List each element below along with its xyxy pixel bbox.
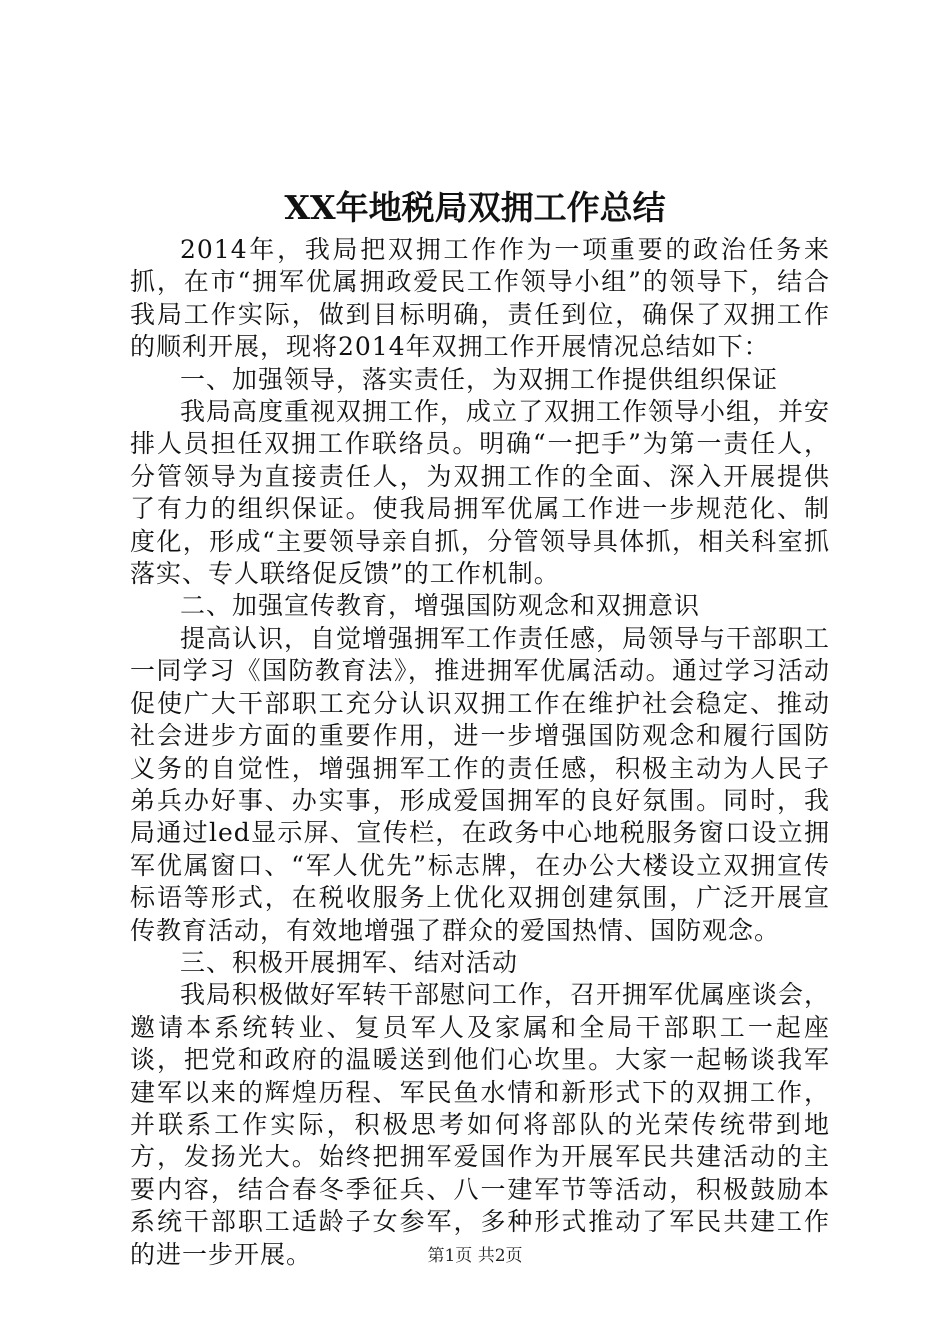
document-title: XX年地税局双拥工作总结 [284,188,666,227]
section-heading-2: 二、加强宣传教育，增强国防观念和双拥意识 [180,591,701,621]
document-body [130,234,830,1271]
paragraph-section-3: 我局积极做好军转干部慰问工作，召开拥军优属座谈会，邀请本系统转业、复员军人及家属和全局干部职工一起座谈，把党和政府的温暖送到他们心坎里。大家一起畅谈我军建军以来的辉煌历程、军民鱼水情和新形式下的双拥工作，并联系工作实际，积极思考如何将部队的光荣传统带到地方，发扬光大。始终把拥军爱国作为开展军民共建活动的主要内容，结合春冬季征兵、八一建军节等活动，积极鼓励本系统干部职工适龄子女参军，多种形式推动了军民共建工作的进一步开展。 [130,980,831,1269]
section-heading-1: 一、加强领导，落实责任，为双拥工作提供组织保证 [180,364,779,394]
paragraph-intro: 2014年，我局把双拥工作作为一项重要的政治任务来抓，在市“拥军优属拥政爱民工作领导小组”的领导下，结合我局工作实际，做到目标明确，责任到位，确保了双拥工作的顺利开展，现将2014年双拥工作开展情况总结如下： [130,235,830,362]
page-number-footer: 第1页 共2页 [427,1246,523,1266]
paragraph-section-2: 提高认识，自觉增强拥军工作责任感，局领导与干部职工一同学习《国防教育法》，推进拥军优属活动。通过学习活动促使广大干部职工充分认识双拥工作在维护社会稳定、推动社会进步方面的重要作用，进一步增强国防观念和履行国防义务的自觉性，增强拥军工作的责任感，积极主动为人民子弟兵办好事、办实事，形成爱国拥军的良好氛围。同时，我局通过led显示屏、宣传栏，在政务中心地税服务窗口设立拥军优属窗口、“军人优先”标志牌，在办公大楼设立双拥宣传标语等形式，在税收服务上优化双拥创建氛围，广泛开展宣传教育活动，有效地增强了群众的爱国热情、国防观念。 [130,623,831,945]
section-heading-3: 三、积极开展拥军、结对活动 [180,947,519,977]
paragraph-section-1: 我局高度重视双拥工作，成立了双拥工作领导小组，并安排人员担任双拥工作联络员。明确“一把手”为第一责任人，分管领导为直接责任人，为双拥工作的全面、深入开展提供了有力的组织保证。使我局拥军优属工作进一步规范化、制度化，形成“主要领导亲自抓，分管领导具体抓，相关科室抓落实、专人联络促反馈”的工作机制。 [130,397,831,589]
